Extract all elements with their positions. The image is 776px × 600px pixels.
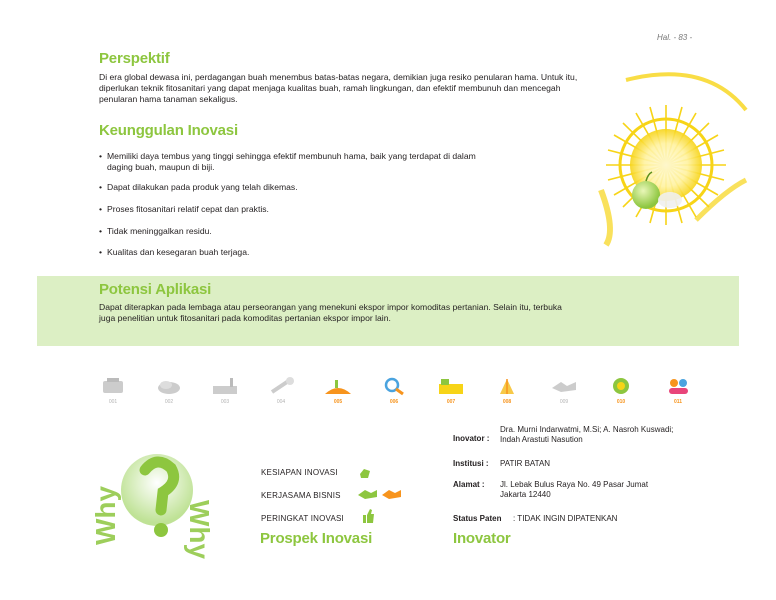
keunggulan-bullet (99, 247, 549, 258)
bullet-dot: • (99, 204, 103, 214)
alamat-line1: Jl. Lebak Bulus Raya No. 49 Pasar Jumat (500, 480, 649, 489)
people-icon (663, 376, 693, 396)
peringkat-inovasi-label: PERINGKAT INOVASI (261, 514, 344, 523)
keunggulan-bullet (99, 151, 549, 173)
category-item (153, 376, 185, 410)
category-number: 003 (220, 399, 230, 405)
keunggulan-bullet (99, 204, 549, 215)
category-number: 006 (389, 399, 399, 405)
category-item (435, 376, 467, 410)
thumbs-up-icon (361, 508, 375, 524)
handshake-icon (357, 487, 403, 501)
bullet-dot: • (99, 151, 103, 161)
kerjasama-bisnis-label: KERJASAMA BISNIS (261, 491, 341, 500)
category-item (662, 376, 694, 410)
category-number: 002 (164, 399, 174, 405)
recycle-icon (606, 376, 636, 396)
inovator-names-line2: Indah Arastuti Nasution (500, 435, 583, 444)
perspektif-paragraph: Di era global dewasa ini, perdagangan buah menembus batas-batas negara, demikian juga resiko penularan hama. Untuk itu, diperlukan teknik fitosanitari yang dapat menjaga kualitas buah, ramah lingkungan, dan efektif membunuh dan mencegah penularan hama tanaman sekaligus. (99, 72, 578, 104)
category-item (322, 376, 354, 410)
pills-icon (154, 376, 184, 396)
farm-icon (323, 376, 353, 396)
page-number: Hal. - 83 - (657, 33, 693, 42)
category-item (605, 376, 637, 410)
bullet-dot: • (99, 226, 103, 236)
potensi-heading: Potensi Aplikasi (99, 281, 212, 298)
books-icon (436, 376, 466, 396)
category-number: 001 (108, 399, 118, 405)
category-number: 008 (502, 399, 512, 405)
keunggulan-heading: Keunggulan Inovasi (99, 122, 238, 139)
prospek-inovasi-heading: Prospek Inovasi (260, 530, 373, 547)
hand-point-icon (358, 466, 372, 480)
bullet-text: Memiliki daya tembus yang tinggi sehingga efektif membunuh hama, baik yang terdapat di dalam (107, 151, 476, 161)
why-logo (90, 450, 225, 560)
factory-icon (210, 376, 240, 396)
bullet-text: Kualitas dan kesegaran buah terjaga. (107, 247, 250, 257)
status-paten-value: : TIDAK INGIN DIPATENKAN (513, 514, 618, 523)
engine-icon (98, 376, 128, 396)
perspektif-heading: Perspektif (99, 50, 170, 67)
bullet-text: Proses fitosanitari relatif cepat dan praktis. (107, 204, 269, 214)
institusi-label: Institusi : (453, 459, 489, 468)
category-icon-row (97, 376, 717, 410)
kesiapan-inovasi-label: KESIAPAN INOVASI (261, 468, 338, 477)
keunggulan-bullet (99, 182, 549, 193)
magnifier-icon (379, 376, 409, 396)
why-logo-right-text: Why (184, 500, 215, 560)
inovator-heading: Inovator (453, 530, 511, 547)
tools-icon (266, 376, 296, 396)
inovator-names-line1: Dra. Murni Indarwatmi, M.Si; A. Nasroh Kuswadi; (500, 425, 674, 434)
keunggulan-bullet (99, 226, 549, 237)
why-logo-left-text: Why (90, 485, 121, 545)
alamat-label: Alamat : (453, 480, 485, 489)
category-item (378, 376, 410, 410)
category-number: 004 (276, 399, 286, 405)
category-item (97, 376, 129, 410)
category-number: 005 (333, 399, 343, 405)
bullet-text-continued: daging buah, maupun di biji. (107, 162, 215, 172)
alamat-line2: Jakarta 12440 (500, 490, 551, 499)
category-item (491, 376, 523, 410)
handshake-icon (549, 376, 579, 396)
category-item (548, 376, 580, 410)
status-paten-label: Status Paten (453, 514, 502, 523)
category-number: 011 (673, 399, 683, 405)
institusi-value: PATIR BATAN (500, 459, 551, 468)
bullet-text: Tidak meninggalkan residu. (107, 226, 212, 236)
category-number: 007 (446, 399, 456, 405)
sun-fruit-illustration (596, 70, 746, 250)
bullet-text: Dapat dilakukan pada produk yang telah dikemas. (107, 182, 298, 192)
category-item (209, 376, 241, 410)
bullet-dot: • (99, 182, 103, 192)
potensi-paragraph: Dapat diterapkan pada lembaga atau perseorangan yang menekuni ekspor impor komoditas pertanian. Selain itu, terbuka juga penelitian untuk fitosanitari pada komoditas pertanian ekspor impor lain. (99, 302, 562, 323)
wheat-icon (492, 376, 522, 396)
category-number: 009 (559, 399, 569, 405)
category-item (265, 376, 297, 410)
category-number: 010 (616, 399, 626, 405)
bullet-dot: • (99, 247, 103, 257)
inovator-label: Inovator : (453, 434, 490, 443)
